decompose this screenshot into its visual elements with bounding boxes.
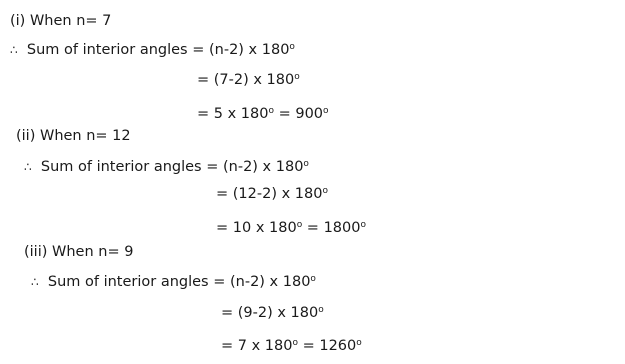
sum-formula-line: ∴ Sum of interior angles = (n-2) x 180$^o$ bbox=[24, 159, 309, 175]
sum-formula-line: ∴ Sum of interior angles = (n-2) x 180$^o$ bbox=[10, 42, 295, 58]
degree-symbol: o bbox=[360, 220, 366, 230]
result-line: = 5 x $180^o = 900^o$ bbox=[197, 106, 329, 122]
part-heading: (iii) When n= 9 bbox=[24, 244, 134, 260]
part-heading: (i) When n= 7 bbox=[10, 13, 112, 29]
part-heading: (ii) When n= 12 bbox=[16, 128, 131, 144]
degree-symbol: o bbox=[294, 72, 300, 82]
substitution-line: = (9-2) x 180$^o$ bbox=[221, 305, 324, 321]
result-line: = 7 x $180^o = 1260^o$ bbox=[221, 338, 362, 354]
therefore-symbol: ∴ bbox=[10, 43, 18, 57]
degree-symbol: o bbox=[296, 220, 303, 230]
therefore-symbol: ∴ bbox=[31, 275, 39, 289]
therefore-symbol: ∴ bbox=[24, 160, 32, 174]
degree-symbol: o bbox=[292, 338, 298, 348]
substitution-line: = (7-2) x 180$^o$ bbox=[197, 72, 300, 88]
degree-symbol: o bbox=[289, 42, 295, 52]
result-line: = 10 x $180^o = 1800^o$ bbox=[216, 220, 366, 236]
degree-symbol: o bbox=[318, 305, 324, 315]
degree-symbol: o bbox=[303, 159, 309, 169]
degree-symbol: o bbox=[356, 338, 362, 348]
degree-symbol: o bbox=[310, 274, 316, 284]
sum-formula-line: ∴ Sum of interior angles = (n-2) x 180$^o$ bbox=[31, 274, 316, 290]
substitution-line: = (12-2) x 180$^o$ bbox=[216, 186, 328, 202]
degree-symbol: o bbox=[268, 106, 274, 116]
degree-symbol: o bbox=[322, 186, 328, 196]
degree-symbol: o bbox=[323, 106, 329, 116]
